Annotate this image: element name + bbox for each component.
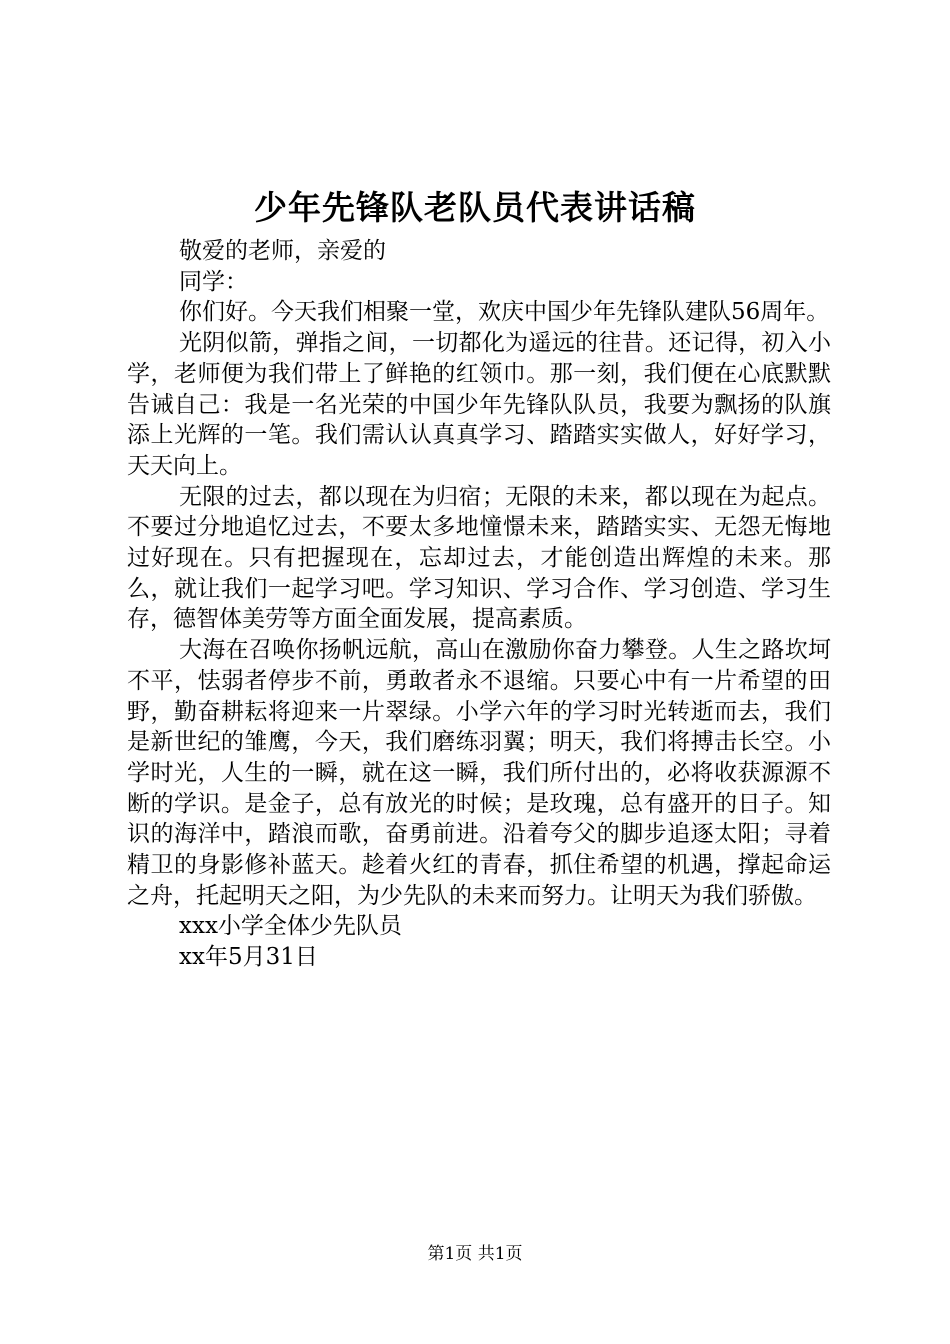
date: xx年5月31日 [179, 944, 318, 971]
salutation-line-1: 敬爱的老师，亲爱的 [179, 238, 386, 264]
document-body [127, 236, 831, 973]
signature: xxx小学全体少先队员 [179, 913, 402, 940]
paragraph-1: 你们好。今天我们相聚一堂，欢庆中国少年先锋队建队56周年。 [179, 299, 830, 326]
paragraph-4: 大海在召唤你扬帆远航，高山在激励你奋力攀登。人生之路坎坷不平，怯弱者停步不前，勇敢者永不退缩。只要心中有一片希望的田野，勤奋耕耘将迎来一片翠绿。小学六年的学习时光转逝而去，我们是新世纪的雏鹰，今天，我们磨练羽翼；明天，我们将搏击长空。小学时光，人生的一瞬，就在这一瞬，我们所付出的，必将收获源源不断的学识。是金子，总有放光的时候；是玫瑰，总有盛开的日子。知识的海洋中，踏浪而歌，奋勇前进。沿着夸父的脚步追逐太阳；寻着精卫的身影修补蓝天。趁着火红的青春，抓住希望的机遇，撑起命运之舟，托起明天之阳，为少先队的未来而努力。让明天为我们骄傲。 [127, 637, 831, 909]
page-footer: 第1页 共1页 [427, 1244, 523, 1264]
document-title: 少年先锋队老队员代表讲话稿 [254, 188, 696, 227]
salutation-line-2: 同学： [179, 268, 248, 295]
paragraph-3: 无限的过去，都以现在为归宿；无限的未来，都以现在为起点。不要过分地追忆过去，不要太多地憧憬未来，踏踏实实、无怨无悔地过好现在。只有把握现在，忘却过去，才能创造出辉煌的未来。那么，就让我们一起学习吧。学习知识、学习合作、学习创造、学习生存，德智体美劳等方面全面发展，提高素质。 [127, 483, 831, 633]
paragraph-2: 光阴似箭，弹指之间，一切都化为遥远的往昔。还记得，初入小学，老师便为我们带上了鲜艳的红领巾。那一刻，我们便在心底默默告诫自己：我是一名光荣的中国少年先锋队队员，我要为飘扬的队旗添上光辉的一笔。我们需认认真真学习、踏踏实实做人，好好学习，天天向上。 [127, 330, 831, 479]
